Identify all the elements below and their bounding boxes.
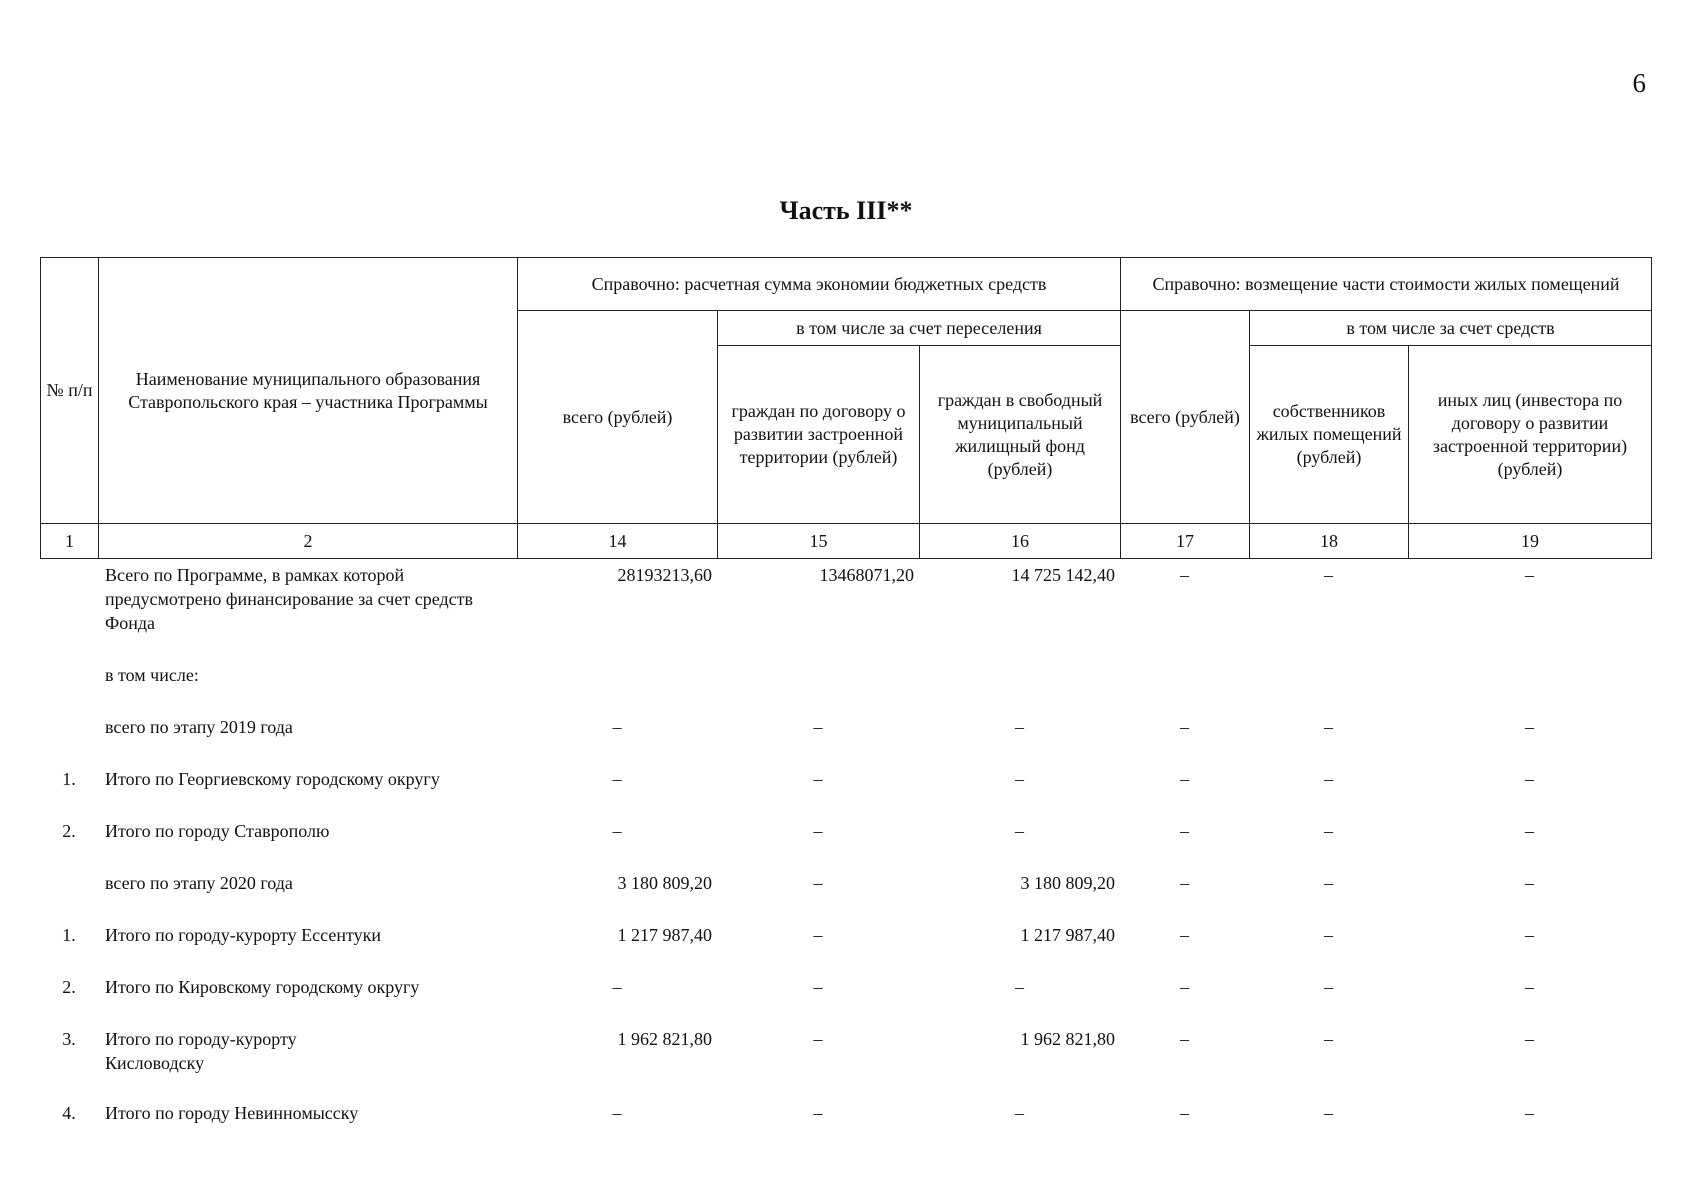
cell-col17 [1120, 663, 1249, 715]
cell-col17: – [1180, 873, 1189, 893]
header-group-compensation: Справочно: возмещение части стоимости жилых помещений [1121, 258, 1652, 311]
cell-col16: 1 217 987,40 [1020, 925, 1115, 945]
page-title: Часть III** [779, 196, 913, 225]
cell-col16: – [1015, 717, 1024, 737]
cell-col18: – [1324, 565, 1333, 585]
cell-col19: – [1525, 769, 1534, 789]
cell-col19: – [1525, 821, 1534, 841]
header-compensation-total: всего (рублей) [1121, 311, 1250, 524]
cell-col18: – [1324, 873, 1333, 893]
cell-col16: – [1015, 769, 1024, 789]
header-compensation-sub: в том числе за счет средств [1250, 311, 1652, 346]
header-group-savings: Справочно: расчетная сумма экономии бюджетных средств [518, 258, 1121, 311]
table-row [40, 819, 1651, 871]
cell-col16: – [1015, 977, 1024, 997]
cell-col19: – [1525, 925, 1534, 945]
header-compensation-owners: собственников жилых помещений (рублей) [1250, 346, 1409, 524]
cell-col16 [919, 663, 1120, 715]
cell-col14: – [612, 977, 622, 997]
cell-col19: – [1525, 565, 1534, 585]
column-number: 1 [41, 524, 99, 559]
cell-col14 [517, 663, 717, 715]
row-name: Итого по городу Невинномысску [105, 1103, 359, 1123]
row-name: Итого по городу-курорту Кисловодску [105, 1029, 297, 1073]
column-number: 2 [99, 524, 518, 559]
cell-col15: – [813, 925, 823, 945]
cell-col19: – [1525, 1103, 1534, 1123]
column-number: 16 [920, 524, 1121, 559]
header-savings-sub: в том числе за счет переселения [718, 311, 1121, 346]
cell-col15: – [813, 717, 823, 737]
cell-col14: – [612, 1103, 622, 1123]
cell-col16: 3 180 809,20 [1020, 873, 1115, 893]
row-name: всего по этапу 2020 года [105, 873, 293, 893]
cell-col15: – [813, 821, 823, 841]
cell-col18 [1249, 663, 1408, 715]
cell-col17: – [1180, 1029, 1189, 1049]
cell-col18: – [1324, 1103, 1333, 1123]
cell-col17: – [1180, 977, 1189, 997]
cell-col18: – [1324, 977, 1333, 997]
cell-col17: – [1180, 565, 1189, 585]
cell-col19: – [1525, 1029, 1534, 1049]
header-name: Наименование муниципального образования Ставропольского края – участника Программы [99, 258, 518, 524]
cell-col15: – [813, 977, 823, 997]
cell-col19 [1408, 663, 1651, 715]
header-compensation-others: иных лиц (инвестора по договору о развитии застроенной территории) (рублей) [1409, 346, 1652, 524]
cell-col19: – [1525, 977, 1534, 997]
cell-col17: – [1180, 821, 1189, 841]
table-row [40, 1101, 1651, 1153]
cell-col18: – [1324, 1029, 1333, 1049]
cell-col17: – [1180, 717, 1189, 737]
cell-col16: – [1015, 821, 1024, 841]
row-number: 2. [62, 977, 76, 997]
header-savings-municipal: граждан в свободный муниципальный жилищный фонд (рублей) [920, 346, 1121, 524]
row-name: Итого по городу Ставрополю [105, 821, 330, 841]
row-number [40, 715, 98, 767]
header-no: № п/п [41, 258, 99, 524]
header-savings-contract: граждан по договору о развитии застроенной территории (рублей) [718, 346, 920, 524]
cell-col15: – [813, 769, 823, 789]
cell-col14: 28193213,60 [617, 565, 712, 585]
row-number: 2. [62, 821, 76, 841]
cell-col17: – [1180, 925, 1189, 945]
cell-col14: 3 180 809,20 [617, 873, 712, 893]
cell-col14: 1 217 987,40 [617, 925, 712, 945]
table-row [40, 975, 1651, 1027]
cell-col16: – [1015, 1103, 1024, 1123]
cell-col15: – [813, 873, 823, 893]
cell-col18: – [1324, 821, 1333, 841]
cell-col15: 13468071,20 [819, 565, 914, 585]
table-row [40, 663, 1651, 715]
table-row [40, 715, 1651, 767]
cell-col18: – [1324, 717, 1333, 737]
table-body [40, 563, 1651, 1153]
row-number [40, 563, 98, 663]
row-name: Итого по Кировскому городскому округу [105, 977, 420, 997]
cell-col16: 14 725 142,40 [1011, 565, 1115, 585]
column-number: 14 [518, 524, 718, 559]
table-header [40, 257, 1652, 559]
cell-col15 [717, 663, 919, 715]
table-row [40, 767, 1651, 819]
row-name: Итого по Георгиевскому городскому округу [105, 769, 440, 789]
column-number: 19 [1409, 524, 1652, 559]
page-number: 6 [1632, 68, 1646, 98]
row-number: 4. [62, 1103, 76, 1123]
row-name: Всего по Программе, в рамках которой предусмотрено финансирование за счет средств Фонда [105, 565, 473, 633]
cell-col15: – [813, 1029, 823, 1049]
row-name: в том числе: [105, 665, 199, 685]
cell-col17: – [1180, 1103, 1189, 1123]
cell-col16: 1 962 821,80 [1020, 1029, 1115, 1049]
row-name: Итого по городу-курорту Ессентуки [105, 925, 381, 945]
row-number: 3. [62, 1029, 76, 1049]
cell-col18: – [1324, 769, 1333, 789]
column-number: 17 [1121, 524, 1250, 559]
cell-col18: – [1324, 925, 1333, 945]
cell-col14: – [612, 821, 622, 841]
cell-col14: – [612, 717, 622, 737]
table-row [40, 1027, 1651, 1101]
row-number: 1. [62, 769, 76, 789]
cell-col15: – [813, 1103, 823, 1123]
column-number: 18 [1250, 524, 1409, 559]
cell-col19: – [1525, 717, 1534, 737]
cell-col14: – [612, 769, 622, 789]
cell-col17: – [1180, 769, 1189, 789]
row-name: всего по этапу 2019 года [105, 717, 293, 737]
header-savings-total: всего (рублей) [518, 311, 718, 524]
table-row [40, 923, 1651, 975]
column-number: 15 [718, 524, 920, 559]
table-row [40, 871, 1651, 923]
table-row [40, 563, 1651, 663]
row-number [40, 663, 98, 715]
row-number [40, 871, 98, 923]
row-number: 1. [62, 925, 76, 945]
cell-col14: 1 962 821,80 [617, 1029, 712, 1049]
cell-col19: – [1525, 873, 1534, 893]
